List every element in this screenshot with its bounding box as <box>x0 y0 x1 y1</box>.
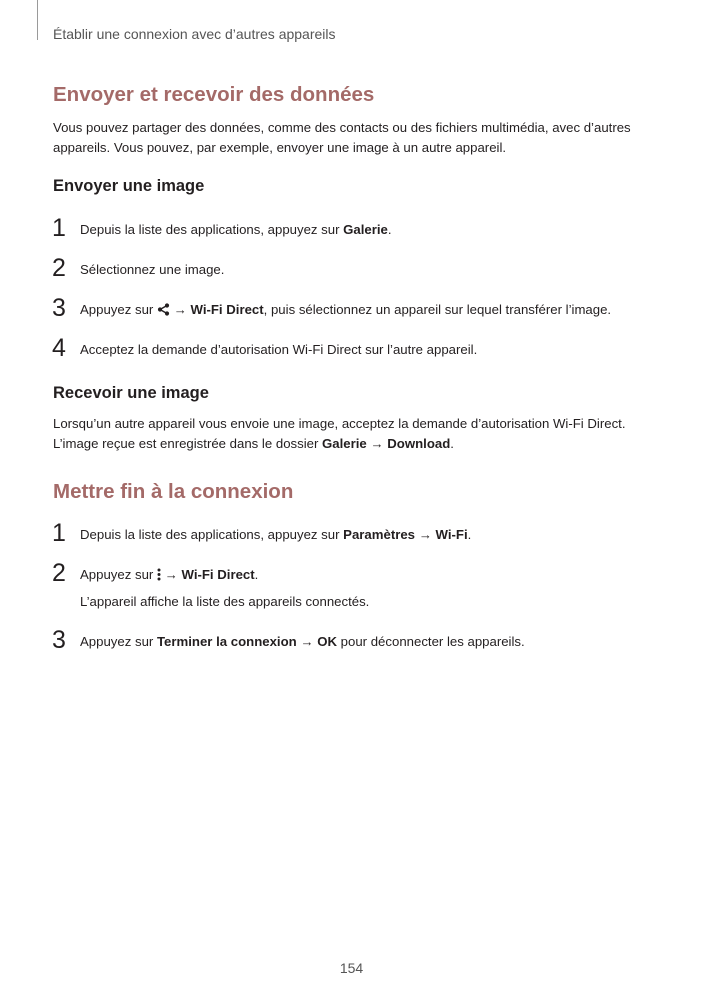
step-text <box>80 565 670 587</box>
step-number: 2 <box>52 254 66 282</box>
step-text-bold: Galerie <box>343 222 388 237</box>
step-note: L’appareil affiche la liste des appareils connectés. <box>80 594 370 609</box>
step-number: 1 <box>52 214 66 242</box>
step-number: 2 <box>52 559 66 587</box>
step-number: 3 <box>52 626 66 654</box>
step-text-bold: Wi-Fi Direct <box>190 302 264 317</box>
step-text-bold: Wi-Fi Direct <box>181 567 255 582</box>
receive-text-plain: L’image reçue est enregistrée dans le dossier <box>53 436 323 451</box>
receive-text-plain: . <box>450 436 454 451</box>
section-title-end-connection: Mettre fin à la connexion <box>53 480 294 503</box>
step-text-plain: Appuyez sur <box>80 634 157 649</box>
receive-text-bold: Galerie <box>322 436 367 451</box>
step-text <box>80 525 670 545</box>
step-text-bold: OK <box>317 634 337 649</box>
share-icon <box>157 302 170 322</box>
subtitle-receive-image: Recevoir une image <box>53 384 209 402</box>
subtitle-send-image: Envoyer une image <box>53 177 205 195</box>
step-text-bold: Terminer la connexion <box>156 634 297 649</box>
step-text-plain: Appuyez sur <box>80 567 157 582</box>
step-text-plain: . <box>387 222 392 237</box>
section-intro <box>53 118 663 158</box>
step-text <box>80 632 670 652</box>
step-text-plain: . <box>467 527 472 542</box>
step-number: 1 <box>52 519 66 547</box>
step-text <box>80 300 670 322</box>
arrow-text: → <box>415 527 436 542</box>
step-text-plain: pour déconnecter les appareils. <box>337 634 525 649</box>
arrow-text: → <box>296 634 318 649</box>
step-text-bold: Paramètres <box>343 527 416 542</box>
step-number: 3 <box>52 294 66 322</box>
step-text: Sélectionnez une image. <box>80 262 225 277</box>
step-text-plain: Depuis la liste des applications, appuyez sur <box>80 527 344 542</box>
receive-paragraph <box>53 414 663 454</box>
header-rule <box>37 0 38 40</box>
receive-line-1: Lorsqu’un autre appareil vous envoie une image, acceptez la demande d’autorisation Wi-Fi Direct. <box>53 416 626 431</box>
step-text-bold: Wi-Fi <box>435 527 468 542</box>
receive-line-2 <box>53 434 663 454</box>
step-text-plain: Appuyez sur <box>80 302 157 317</box>
step-text-plain: , puis sélectionnez un appareil sur lequel transférer l’image. <box>263 302 612 317</box>
step-text-plain: . <box>254 567 259 582</box>
step-text <box>80 220 670 240</box>
intro-line-1: Vous pouvez partager des données, comme des contacts ou des fichiers multimédia, avec d’autres <box>53 120 631 135</box>
arrow-text: → <box>169 302 191 317</box>
step-text: Acceptez la demande d’autorisation Wi-Fi Direct sur l’autre appareil. <box>80 342 478 357</box>
step-number: 4 <box>52 334 66 362</box>
step-text-plain: Depuis la liste des applications, appuyez sur <box>80 222 344 237</box>
page-number: 154 <box>339 960 364 976</box>
receive-text-bold: Download <box>387 436 451 451</box>
intro-line-2: appareils. Vous pouvez, par exemple, envoyer une image à un autre appareil. <box>53 140 507 155</box>
arrow-text: → <box>160 567 182 582</box>
arrow-text: → <box>366 436 388 451</box>
section-title-send-receive: Envoyer et recevoir des données <box>53 83 375 106</box>
running-header: Établir une connexion avec d’autres appareils <box>53 26 336 42</box>
